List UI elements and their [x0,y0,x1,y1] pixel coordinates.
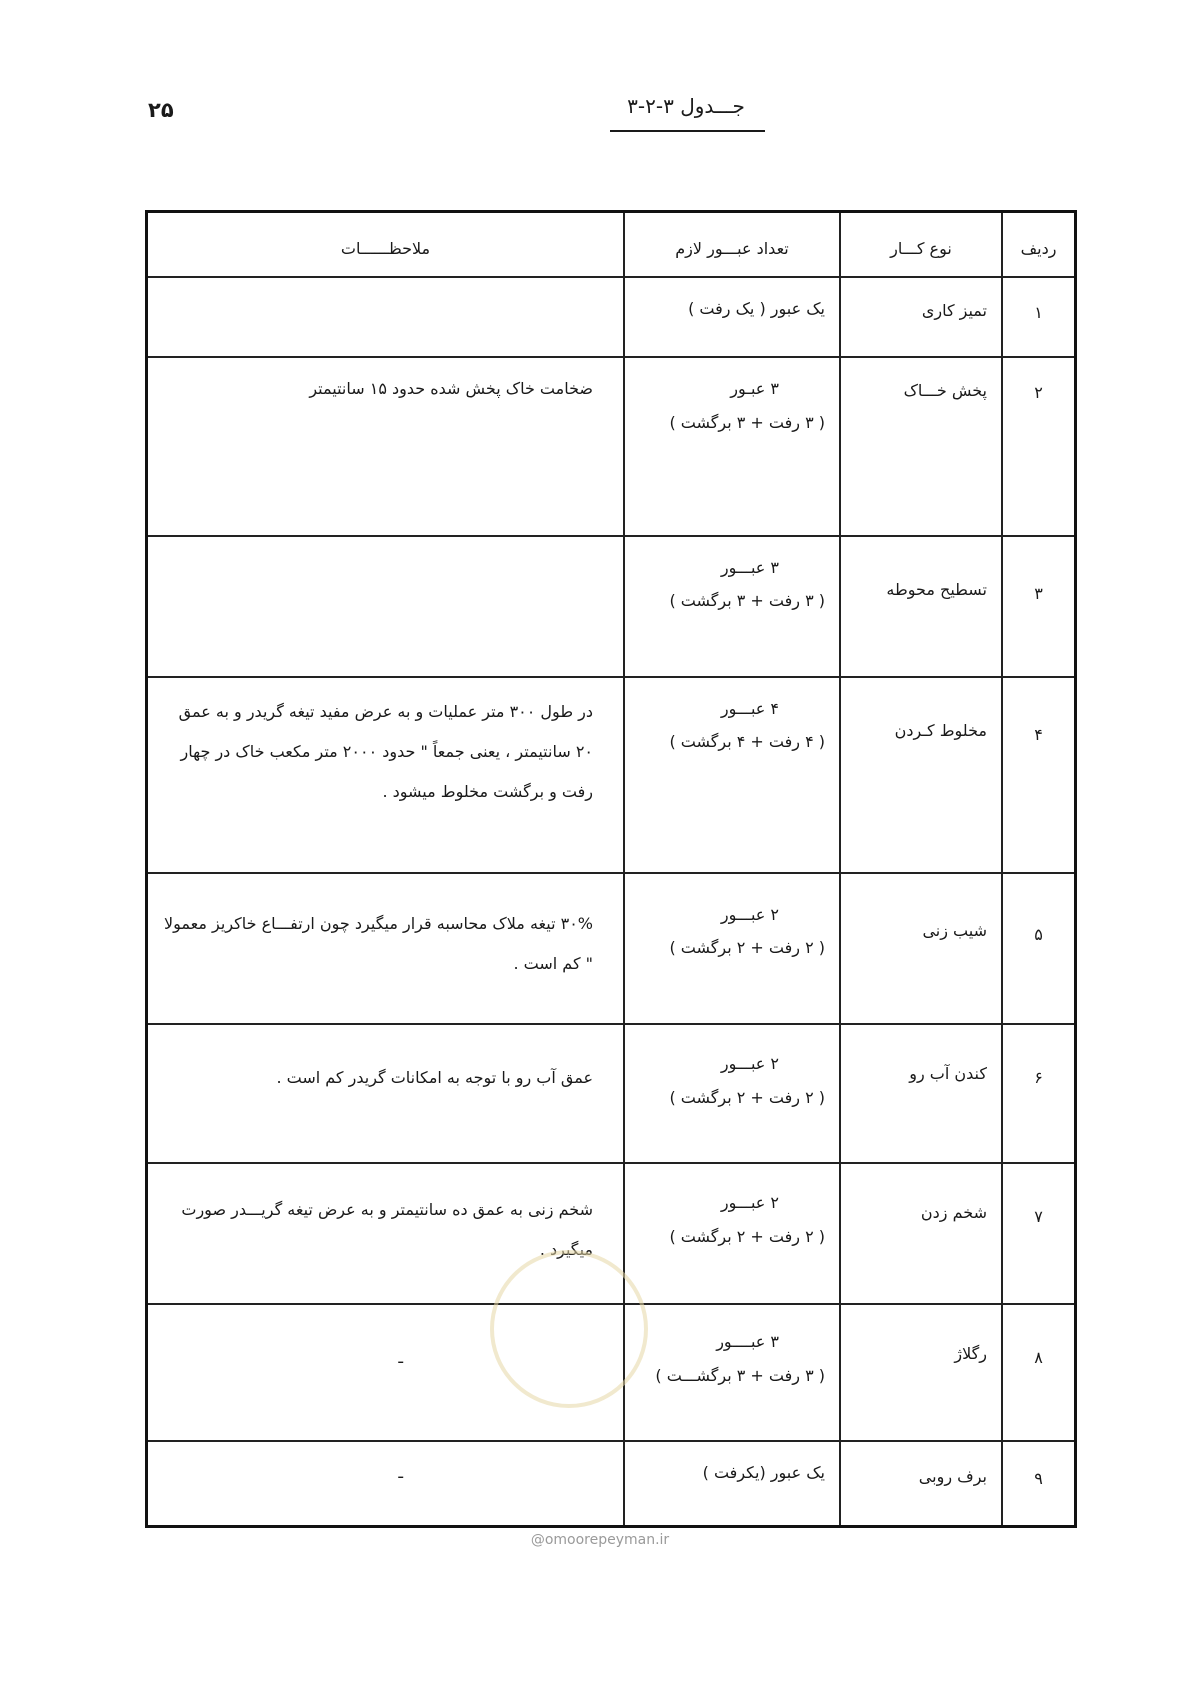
notes: عمق آب رو با توجه به امکانات گریدر کم است . [148,1024,624,1163]
passes-detail: ( ۴ رفت + ۴ برگشت ) [669,732,825,752]
notes: ۳۰% تیغه ملاک محاسبه قرار میگیرد چون ارتفـــاع خاکریز معمولا " کم است . [148,873,624,1025]
header-row [148,213,1074,277]
passes-cell [624,536,840,677]
passes-count: ۳ عبــــور [716,1331,779,1351]
row-number: ۱ [1002,277,1074,357]
table-row [148,277,1074,357]
passes-count: ۲ عبـــور [720,904,779,924]
table-row [148,677,1074,873]
table-row [148,536,1074,677]
title-underline [610,130,765,132]
work-type: کندن آب رو [840,1024,1002,1163]
row-number: ۴ [1002,677,1074,873]
passes-count: یک عبور ( یک رفت ) [688,299,825,318]
passes-count: ۲ عبـــور [720,1054,779,1074]
work-type: پخش خـــاک [840,357,1002,536]
passes-cell [624,1024,840,1163]
notes [148,536,624,677]
row-number: ۷ [1002,1163,1074,1304]
passes-cell [624,277,840,357]
passes-detail: ( ۲ رفت + ۲ برگشت ) [669,938,825,958]
row-number: ۵ [1002,873,1074,1025]
row-number: ۶ [1002,1024,1074,1163]
table-row [148,1163,1074,1304]
table-row [148,1441,1074,1525]
work-type: مخلوط کـردن [840,677,1002,873]
passes-count: ۳ عبـــور [720,557,779,577]
passes-detail: ( ۲ رفت + ۲ برگشت ) [669,1226,825,1246]
passes-cell [624,357,840,536]
table-row [148,357,1074,536]
passes-detail: ( ۳ رفت + ۳ برگشت ) [669,412,825,432]
header-work-type: نوع کـــار [840,213,1002,277]
notes: ضخامت خاک پخش شده حدود ۱۵ سانتیمتر [148,357,624,536]
passes-count: ۲ عبـــور [720,1192,779,1212]
table-row [148,1304,1074,1441]
header-passes: تعداد عبـــور لازم [624,213,840,277]
header-row-no: ردیف [1002,213,1074,277]
passes-cell [624,677,840,873]
passes-detail: ( ۲ رفت + ۲ برگشت ) [669,1087,825,1107]
work-passes-table [145,210,1077,1528]
passes-count: ۴ عبـــور [720,698,779,718]
work-type: شخم زدن [840,1163,1002,1304]
table-row [148,1024,1074,1163]
work-type: تسطیح محوطه [840,536,1002,677]
notes [148,277,624,357]
notes: شخم زنی به عمق ده سانتیمتر و به عرض تیغه گریـــدر صورت میگیرد . [148,1163,624,1304]
row-number: ۹ [1002,1441,1074,1525]
row-number: ۸ [1002,1304,1074,1441]
work-type: تمیز کاری [840,277,1002,357]
work-type: شیب زنی [840,873,1002,1025]
table [148,213,1074,1525]
notes: ـ [148,1304,624,1441]
passes-count: یک عبور (یکرفت ) [702,1462,825,1482]
passes-count: ۳ عبـور [730,378,779,398]
passes-detail: ( ۳ رفت + ۳ برگشت ) [669,591,825,611]
work-type: رگلاژ [840,1304,1002,1441]
passes-cell [624,1304,840,1441]
notes: ـ [148,1441,624,1525]
page-number: ۲۵ [148,98,174,122]
row-number: ۲ [1002,357,1074,536]
table-row [148,873,1074,1025]
passes-cell [624,873,840,1025]
watermark-site: @omoorepeyman.ir [530,1532,670,1548]
row-number: ۳ [1002,536,1074,677]
passes-cell [624,1163,840,1304]
page-title: جـــدول ۳-۲-۳ [627,94,745,118]
passes-cell [624,1441,840,1525]
notes: در طول ۳۰۰ متر عملیات و به عرض مفید تیغه گریدر و به عمق ۲۰ سانتیمتر ، یعنی جمعاً " حدود ۲۰۰۰ متر مکعب خاک در چهار رفت و برگشت مخلوط میشود . [148,677,624,873]
passes-detail: ( ۳ رفت + ۳ برگشـــت ) [655,1365,825,1385]
work-type: برف روبی [840,1441,1002,1525]
header-notes: ملاحظــــــات [148,213,624,277]
